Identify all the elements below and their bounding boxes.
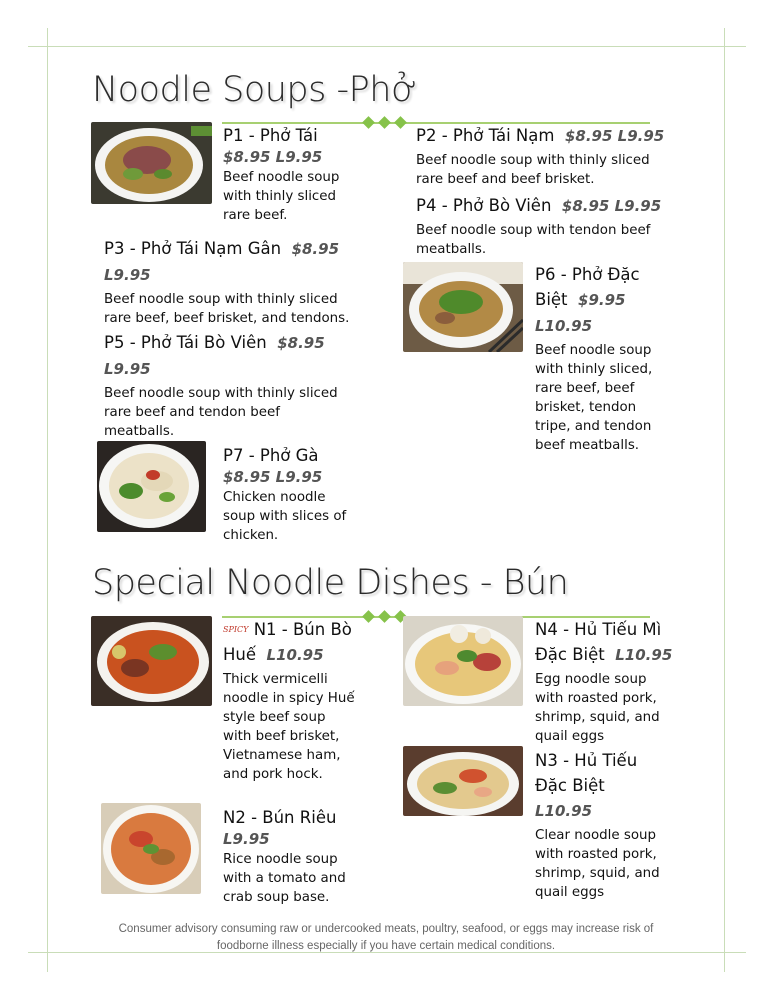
item-price: $8.95 L9.95 bbox=[223, 148, 323, 166]
item-name-text: P4 - Phở Bò Viên bbox=[416, 196, 552, 215]
guide-top bbox=[28, 46, 746, 47]
item-description: Egg noodle soup with roasted pork, shrimp, squid, and quail eggs bbox=[535, 672, 660, 744]
item-description: Beef noodle soup with thinly sliced rare beef, beef brisket, and tendons. bbox=[104, 292, 350, 326]
item-name-text: P2 - Phở Tái Nạm bbox=[416, 126, 555, 145]
menu-item-p1 bbox=[223, 123, 353, 225]
item-name-text: N3 - Hủ Tiếu Đặc Biệt bbox=[535, 751, 638, 795]
dish-photo-p7 bbox=[97, 441, 206, 532]
spicy-tag: SPICY bbox=[223, 625, 249, 634]
item-description: Beef noodle soup with thinly sliced rare beef and tendon beef meatballs. bbox=[104, 386, 338, 439]
item-name: P7 - Phở Gà bbox=[223, 446, 319, 465]
divider-diamond bbox=[362, 610, 375, 623]
item-name-text: N4 - Hủ Tiếu Mì Đặc Biệt bbox=[535, 620, 662, 664]
menu-item-n2 bbox=[223, 805, 353, 907]
menu-item-p4 bbox=[416, 193, 666, 259]
item-name bbox=[223, 617, 358, 668]
item-name bbox=[104, 330, 344, 382]
section-title-pho: Noodle Soups -Phở bbox=[92, 70, 417, 110]
item-description: Beef noodle soup with tendon beef meatballs. bbox=[416, 223, 651, 257]
item-price: L10.95 bbox=[535, 802, 593, 820]
divider-diamond bbox=[378, 116, 391, 129]
divider-diamond bbox=[394, 116, 407, 129]
item-name bbox=[416, 123, 666, 149]
item-description: Chicken noodle soup with slices of chicken. bbox=[223, 490, 347, 543]
item-description: Beef noodle soup with thinly sliced, rare beef, beef brisket, tendon tripe, and tendon beef meatballs. bbox=[535, 343, 653, 453]
item-price: L10.95 bbox=[615, 646, 673, 664]
consumer-advisory: Consumer advisory consuming raw or undercooked meats, poultry, seafood, or eggs may increase risk of foodborne illness especially if you have certain medical conditions. bbox=[118, 923, 654, 952]
item-price: $8.95 L9.95 bbox=[104, 334, 325, 378]
item-name bbox=[535, 748, 665, 824]
item-price: $8.95 L9.95 bbox=[561, 197, 662, 215]
dish-photo-p6 bbox=[403, 262, 523, 352]
item-name: P1 - Phở Tái bbox=[223, 126, 318, 145]
item-name bbox=[535, 617, 675, 668]
menu-item-p6 bbox=[535, 262, 665, 455]
dish-photo-n4 bbox=[403, 616, 523, 706]
item-name-text: P5 - Phở Tái Bò Viên bbox=[104, 333, 267, 352]
guide-left bbox=[47, 28, 48, 972]
item-description: Clear noodle soup with roasted pork, shrimp, squid, and quail eggs bbox=[535, 828, 660, 900]
item-name bbox=[535, 262, 653, 339]
item-name-text: N1 - Bún Bò Huế bbox=[223, 620, 352, 664]
item-description: Thick vermicelli noodle in spicy Huế style beef soup with beef brisket, Vietnamese ham, and pork hock. bbox=[223, 672, 355, 782]
item-name-text: P6 - Phở Đặc Biệt bbox=[535, 265, 640, 309]
item-price: $8.95 L9.95 bbox=[104, 240, 340, 284]
item-price: $9.95 L10.95 bbox=[535, 291, 626, 335]
dish-photo-n2 bbox=[101, 803, 201, 894]
item-price: L10.95 bbox=[266, 646, 324, 664]
item-description: Beef noodle soup with thinly sliced rare beef and beef brisket. bbox=[416, 153, 650, 187]
item-name: N2 - Bún Riêu bbox=[223, 808, 337, 827]
dish-photo-n1 bbox=[91, 616, 212, 706]
item-price: $8.95 L9.95 bbox=[564, 127, 665, 145]
dish-photo-p1 bbox=[91, 122, 212, 204]
item-description: Rice noodle soup with a tomato and crab soup base. bbox=[223, 852, 346, 905]
menu-item-n1 bbox=[223, 617, 358, 784]
item-price: $8.95 L9.95 bbox=[223, 468, 323, 486]
section-title-bun: Special Noodle Dishes - Bún bbox=[92, 563, 569, 603]
dish-photo-n3 bbox=[403, 746, 523, 816]
item-description: Beef noodle soup with thinly sliced rare beef. bbox=[223, 170, 340, 223]
item-name bbox=[104, 236, 364, 288]
item-name bbox=[416, 193, 666, 219]
menu-item-p3 bbox=[104, 236, 364, 328]
item-name-text: P3 - Phở Tái Nạm Gân bbox=[104, 239, 282, 258]
menu-item-n4 bbox=[535, 617, 675, 746]
guide-right bbox=[724, 28, 725, 972]
menu-item-n3 bbox=[535, 748, 665, 902]
divider-diamond bbox=[378, 610, 391, 623]
menu-item-p7 bbox=[223, 443, 353, 545]
menu-item-p5 bbox=[104, 330, 344, 441]
divider-diamond bbox=[362, 116, 375, 129]
menu-item-p2 bbox=[416, 123, 666, 189]
item-price: L9.95 bbox=[223, 830, 270, 848]
